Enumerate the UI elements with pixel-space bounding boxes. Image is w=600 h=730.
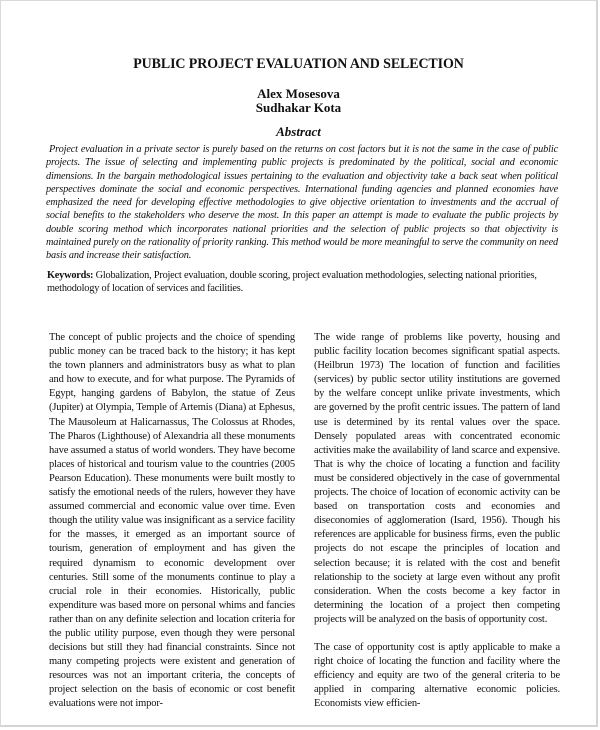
abstract-heading: Abstract (276, 124, 321, 139)
body-column-left (49, 331, 295, 726)
body-paragraph: The concept of public projects and the choice of spending public money can be traced back to the history; it has kept the town planners and administrators busy as what to plan and how to execute, and for what purpose. The Pyramids of Egypt, hanging gardens of Babylon, the statue of Zeus (Jupiter) at Olympia, Temple of Artemis (Diana) at Ephesus, The Mausoleum at Halicarnassus, The Colossus at Rhodes, The Pharos (Lighthouse) of Alexandria all these monuments have assumed a status of world wonders. They have become places of historical and tourism value to the countries (2005 Pearson Education). These monuments were built mostly to satisfy the emotional needs of the rulers, however they have assumed commercial and economic value over time. Even though the utility value was insignificant as a service facility for the masses, it emerged as an important source of tourism, generation of employment and has given the required dynamism to economic development over centuries. Still some of the monuments continue to play a crucial role in their economies. Historically, public expenditure was based more on personal whims and fancies rather than on any definite selection and location criteria for the public utility purpose, even though they were personal decisions but still they had financial constraints. Since not many competing projects were existent and generation of resources was not an important criteria, the concepts of project selection on the basis of economic or cost benefit evaluations were not impor- (49, 332, 295, 710)
body-paragraph: The case of opportunity cost is aptly applicable to make a right choice of locating the function and facility where the efficiency and equity are two of the general criteria to be applied in comparing alternative economic policies. Economists view efficien- (314, 641, 560, 710)
keywords-label: Keywords: (47, 270, 94, 281)
author-name: Sudhakar Kota (255, 100, 342, 115)
author-list (1, 87, 596, 115)
body-column-right (314, 331, 560, 725)
body-paragraph: The wide range of problems like poverty, housing and public facility location becomes significant spatial aspects. (Heilbrun 1973) The location of function and facilities (services) by public sector utility institutions are governed by the welfare concept unlike private investments, which are governed by the profit centric issues. The pattern of land use is determined by its rental values over the space. Densely populated areas with concentrated economic activities make the availability of land scarce and expensive. That is why the choice of locating a function and facility must be considered objectively in the case of governmental projects. The choice of location of economic activity can be based on transportation costs and economies and diseconomies of agglomeration (Isard, 1956). Though his references are applicable for business firms, even the public projects do not escape the principles of location and selection because; it is related with the cost and benefit relationship to the society at large even without any profit consideration. When the costs become a key factor in determining the location of a project then competing projects will be analyzed on the basis of opportunity cost. (314, 332, 560, 625)
abstract-text: Project evaluation in a private sector is purely based on the returns on cost factors but it is not the same in the case of public projects. The issue of selecting and implementing public projects is predominated by the political, social and economic dimensions. In the bargain methodological issues pertaining to the evaluation and objectivity take a back seat when political perspectives dominate the social and economic perspectives. International funding agencies and planned economies have emphasized the need for developing effective methodologies to give objective orientation to investments and the accrual of social benefits to the stakeholders who deserve the most. In this paper an attempt is made to evaluate the public projects by double scoring method which incorporates national priorities and the selection of public projects so that objectivity is maintained purely on the rationality of priority ranking. This method would be more meaningful to serve the community on need basis and increase their satisfaction. (46, 144, 558, 262)
keywords (47, 269, 559, 296)
author-name: Alex Mosesova (257, 86, 340, 101)
paper-title: PUBLIC PROJECT EVALUATION AND SELECTION (133, 56, 464, 72)
keywords-text: Globalization, Project evaluation, double scoring, project evaluation methodologies, selecting national priorities, methodology of location of services and facilities. (47, 270, 537, 295)
